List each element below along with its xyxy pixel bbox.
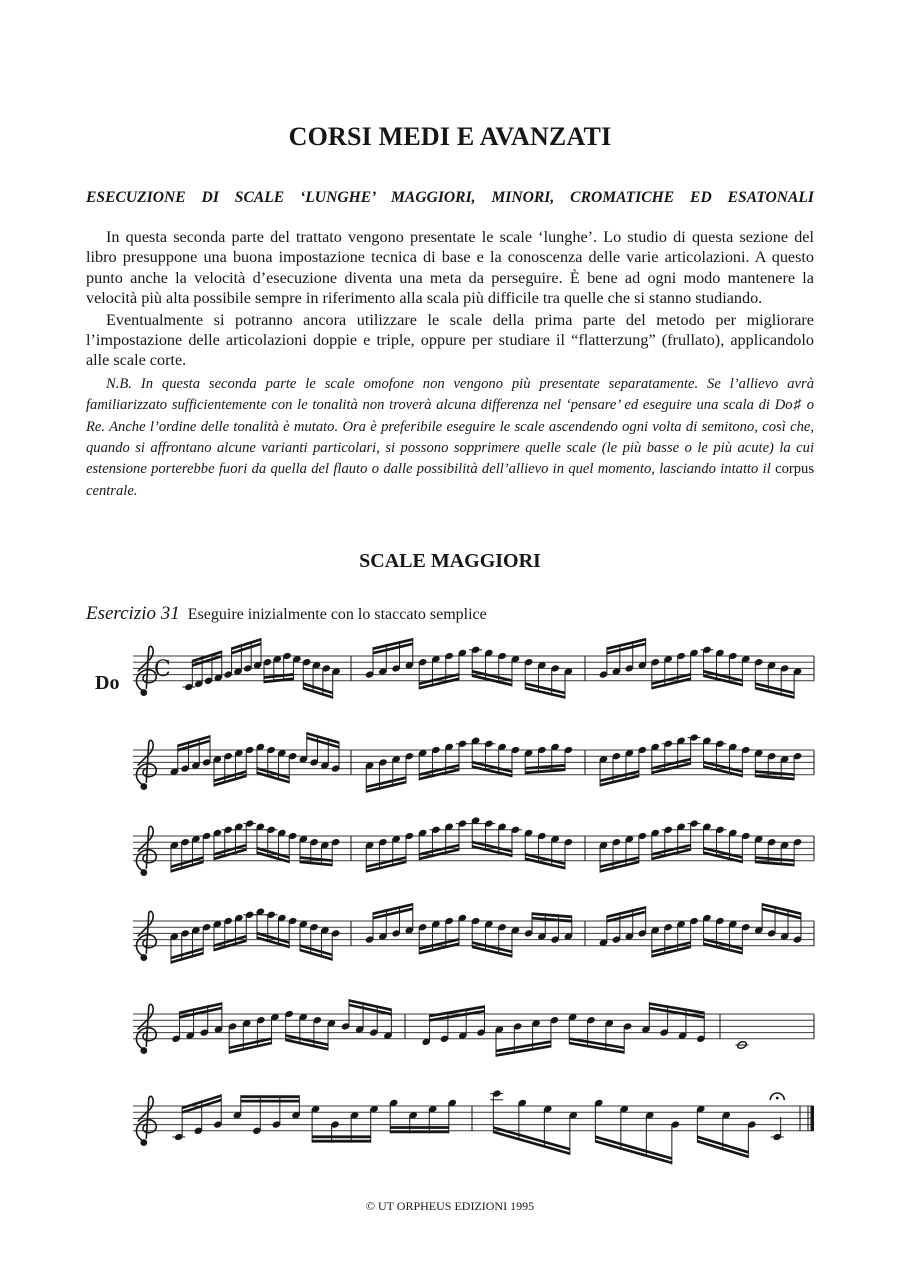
- treble-clef-dot: [140, 954, 147, 961]
- exercise-number: Esercizio 31: [86, 603, 180, 624]
- fermata-dot: [776, 1097, 779, 1100]
- note-beam: [595, 1135, 672, 1160]
- page-title: CORSI MEDI E AVANZATI: [288, 122, 612, 151]
- paragraph: In questa seconda parte del trattato vengono presentate le scale ‘lunghe’. Lo studio di questa sezione del libro presuppone una buona impostazione tecnica di base e la conoscenza delle varie articolazioni. A questo punto anche la velocità d’esecuzione diventa una meta da perseguire. È bene ad ogni modo mantenere la velocità più alta possibile sempre in riferimento alla scala più difficile tra quelle che si stanno studiando.: [86, 228, 814, 308]
- paragraph: Eventualmente si potranno ancora utilizzare le scale della prima parte del metodo per migliorare l’impostazione delle articolazioni doppie e triple, oppure per studiare il “flatterzung” (frullato), applicandolo alle scale corte.: [86, 310, 814, 370]
- treble-clef-icon: [136, 911, 156, 961]
- treble-clef-dot: [140, 783, 147, 790]
- note-emphasis: corpus: [775, 461, 815, 478]
- note-beam: [493, 1126, 569, 1151]
- exercise-instruction: Eseguire inizialmente con lo staccato semplice: [187, 606, 487, 623]
- copyright-footer: © UT ORPHEUS EDIZIONI 1995: [365, 1199, 535, 1213]
- note-beam: [390, 1126, 449, 1129]
- treble-clef-icon: [136, 1004, 156, 1054]
- section-title: SCALE MAGGIORI: [359, 550, 541, 572]
- note-beam: [493, 1131, 569, 1156]
- note-beam: [241, 1095, 300, 1098]
- section-subtitle: ESECUZIONE DI SCALE ‘LUNGHE’ MAGGIORI, MINORI, CROMATICHE ED ESATONALI: [86, 189, 814, 206]
- time-signature: C: [154, 656, 171, 682]
- note-tail: centrale.: [86, 482, 138, 499]
- treble-clef-dot: [140, 689, 147, 696]
- note-beam: [390, 1131, 449, 1134]
- treble-clef-dot: [140, 1139, 147, 1146]
- treble-clef-dot: [140, 1047, 147, 1054]
- key-label: Do: [95, 672, 120, 694]
- final-barline: [811, 1106, 815, 1131]
- treble-clef-dot: [140, 869, 147, 876]
- treble-clef-icon: [136, 1096, 156, 1146]
- note-beam: [312, 1135, 371, 1138]
- note-beam: [312, 1140, 371, 1143]
- note-beam: [241, 1100, 300, 1103]
- note-beam: [595, 1140, 672, 1165]
- note-text: N.B. In questa seconda parte le scale omofone non vengono più presentate separatamente. Se l’allievo avrà familiarizzato sufficientemente con le tonalità non troverà alcuna differenza nel ‘pensare’ ed eseguire una scala di Do♯ o Re. Anche l’ordine delle tonalità è mutato. Ora è preferibile eseguire le scale ascendendo ogni volta di semitono, così che, quando si affrontano alcune varianti particolari, si possono sopprimere quelle scale (le più basse o le più acute) la cui estensione porterebbe fuori da quella del flauto o dalle possibilità dell’allievo in quel momento, lasciando intatto il: [86, 375, 814, 478]
- treble-clef-icon: [136, 826, 156, 876]
- treble-clef-icon: [136, 740, 156, 790]
